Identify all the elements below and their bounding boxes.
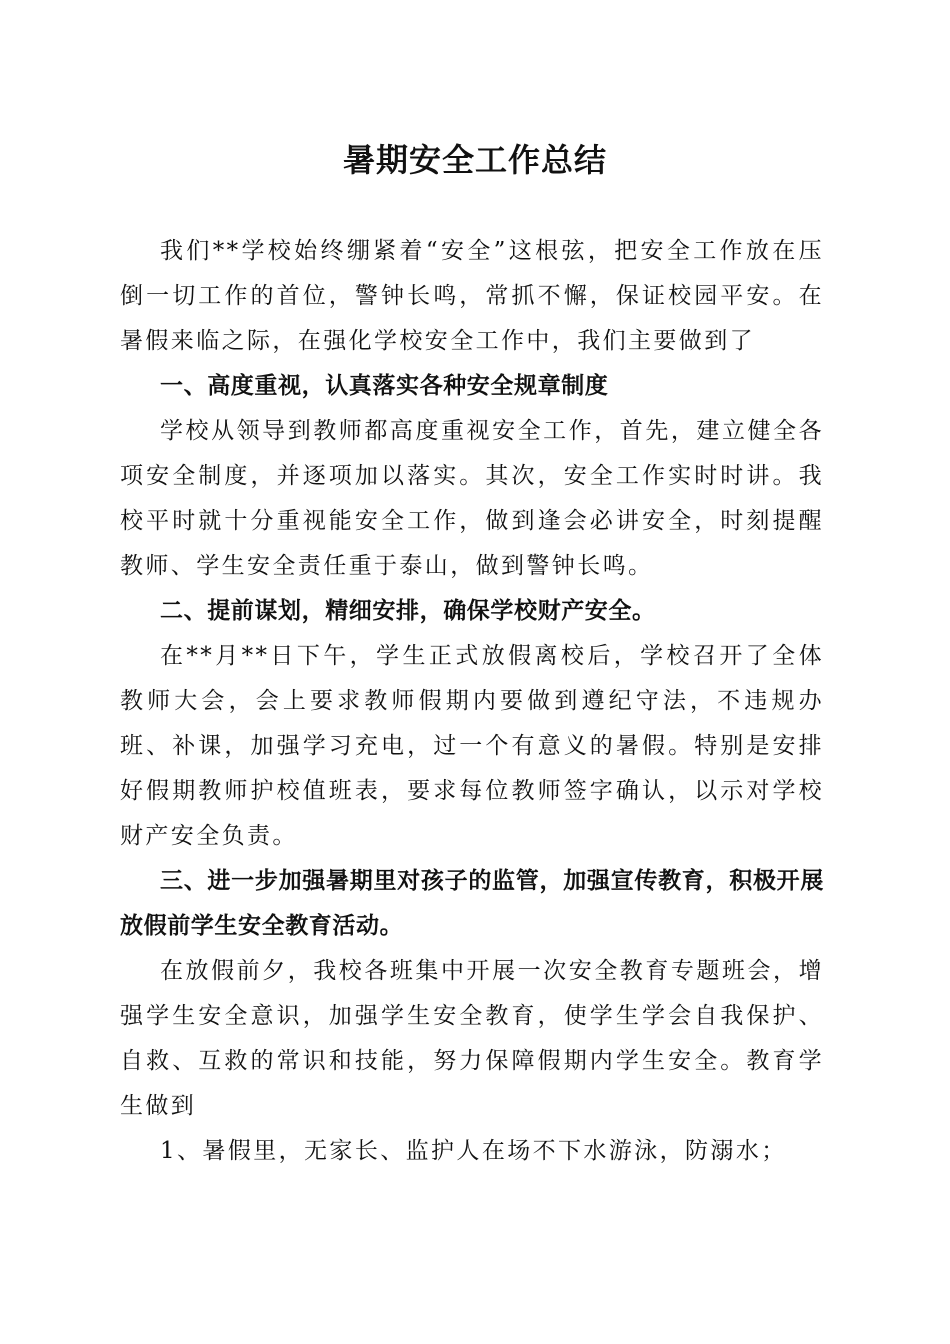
section-2-paragraph: 在**月**日下午，学生正式放假离校后，学校召开了全体教师大会，会上要求教师假期内要做到遵纪守法，不违规办班、补课，加强学习充电，过一个有意义的暑假。特别是安排好假期教师护校值班表，要求每位教师签字确认，以示对学校财产安全负责。 xyxy=(120,643,824,849)
section-3-heading: 三、进一步加强暑期里对孩子的监管，加强宣传教育，积极开展放假前学生安全教育活动。 xyxy=(120,868,824,939)
intro-paragraph: 我们**学校始终绷紧着“安全”这根弦，把安全工作放在压倒一切工作的首位，警钟长鸣，常抓不懈，保证校园平安。在暑假来临之际，在强化学校安全工作中，我们主要做到了 xyxy=(120,238,824,354)
document-body xyxy=(120,229,824,1174)
section-1-paragraph: 学校从领导到教师都高度重视安全工作，首先，建立健全各项安全制度，并逐项加以落实。其次，安全工作实时时讲。我校平时就十分重视能安全工作，做到逢会必讲安全，时刻提醒教师、学生安全责任重于泰山，做到警钟长鸣。 xyxy=(120,418,824,579)
list-item: 1、暑假里，无家长、监护人在场不下水游泳，防溺水； xyxy=(160,1138,787,1164)
document-title: 暑期安全工作总结 xyxy=(342,141,607,179)
section-2-heading: 二、提前谋划，精细安排，确保学校财产安全。 xyxy=(160,598,656,624)
section-3-paragraph: 在放假前夕，我校各班集中开展一次安全教育专题班会，增强学生安全意识，加强学生安全教育，使学生学会自我保护、自救、互救的常识和技能，努力保障假期内学生安全。教育学生做到 xyxy=(120,958,824,1119)
section-1-heading: 一、高度重视，认真落实各种安全规章制度 xyxy=(160,373,609,399)
